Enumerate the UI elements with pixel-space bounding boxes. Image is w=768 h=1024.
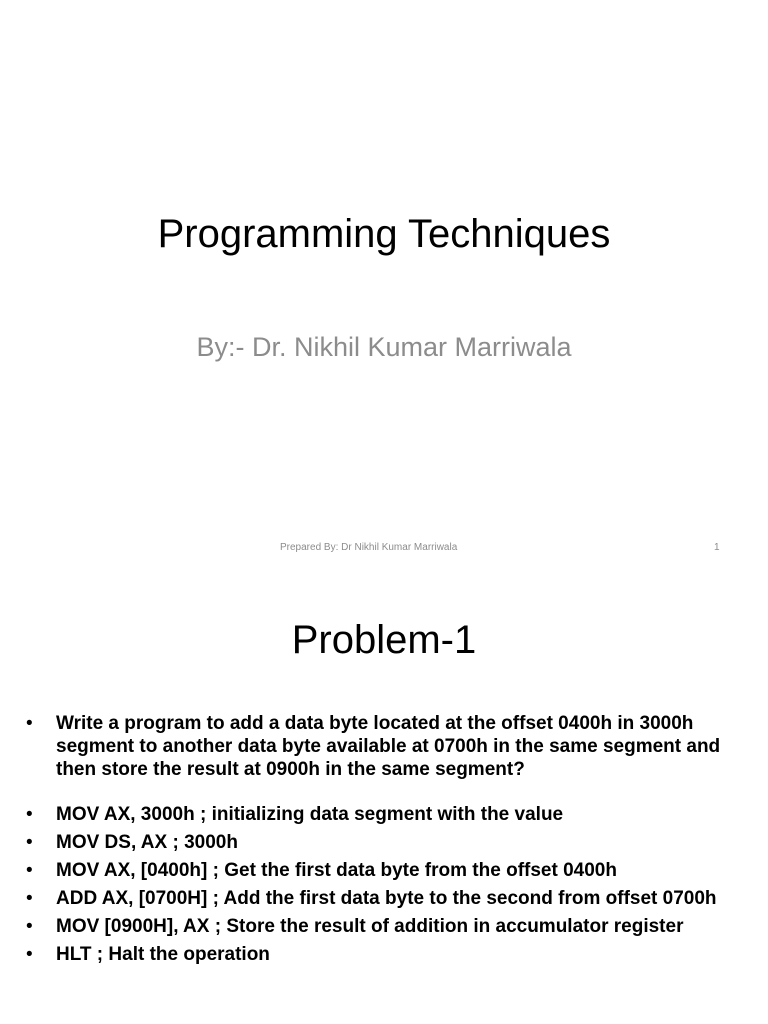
bullet-icon: • <box>26 832 33 853</box>
list-item-text: MOV AX, [0400h] ; Get the first data byte from the offset 0400h <box>56 860 617 881</box>
slide-2 <box>0 576 768 1024</box>
bullet-list <box>26 712 746 971</box>
list-item <box>26 887 746 910</box>
bullet-icon: • <box>26 713 33 734</box>
bullet-icon: • <box>26 860 33 881</box>
list-item-text: MOV DS, AX ; 3000h <box>56 832 238 853</box>
slide-subtitle: By:- Dr. Nikhil Kumar Marriwala <box>196 332 572 362</box>
bullet-icon: • <box>26 944 33 965</box>
list-item <box>26 915 746 938</box>
list-item <box>26 803 746 826</box>
list-item <box>26 943 746 966</box>
list-item <box>26 712 746 781</box>
slide-title: Problem-1 <box>291 618 477 662</box>
list-item <box>26 859 746 882</box>
slide-title: Programming Techniques <box>157 212 611 256</box>
list-item-text: MOV AX, 3000h ; initializing data segment with the value <box>56 804 564 825</box>
list-item <box>26 831 746 854</box>
bullet-icon: • <box>26 804 33 825</box>
list-item-text: MOV [0900H], AX ; Store the result of addition in accumulator register <box>56 916 684 937</box>
bullet-icon: • <box>26 888 33 909</box>
footer-text: Prepared By: Dr Nikhil Kumar Marriwala <box>280 542 458 553</box>
list-item-text: ADD AX, [0700H] ; Add the first data byte to the second from offset 0700h <box>56 888 717 909</box>
page-number: 1 <box>714 542 720 553</box>
bullet-icon: • <box>26 916 33 937</box>
list-item-text: HLT ; Halt the operation <box>56 944 270 965</box>
list-item-text: Write a program to add a data byte located at the offset 0400h in 3000h segment to another data byte available at 0700h in the same segment and then store the result at 0900h in the same segment? <box>56 713 721 780</box>
